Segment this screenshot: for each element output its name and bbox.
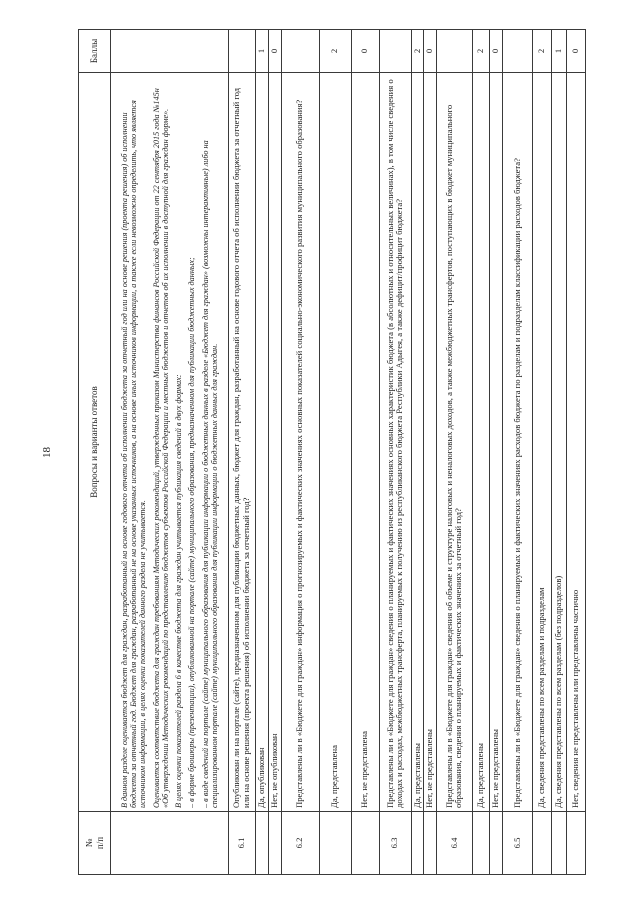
answer-row xyxy=(319,30,351,875)
score-value: 2 xyxy=(319,30,351,73)
answer-text: Да, представлены xyxy=(411,73,424,812)
score-value: 0 xyxy=(424,30,437,73)
page-number: 18 xyxy=(41,447,53,458)
question-text: Опубликован ли на портале (сайте), предназначенном для публикации бюджетных данных, бюджет для граждан, разработанный на основе годового отчета об исполнении бюджета за отчетный год или на основе решения (проекта решения) об исполнении бюджета за отчетный год? xyxy=(229,73,256,812)
score-value: 0 xyxy=(566,30,585,73)
answer-row xyxy=(489,30,502,875)
answer-row xyxy=(411,30,424,875)
answer-row xyxy=(472,30,489,875)
answer-row xyxy=(269,30,282,875)
question-text: Представлены ли в «Бюджете для граждан» сведения о планируемых и фактических значениях основных характеристик бюджета (в абсолютных и относительных величинах), в том числе сведения о доходах и расходах, межбюджетных трансферта, планируемых к получению из республиканского бюджета Республики Адыгея, а также дефицит/профицит бюджета? xyxy=(379,73,411,812)
intro-number-cell xyxy=(111,812,229,875)
header-number-symbol: № xyxy=(84,838,95,848)
intro-text-cell xyxy=(111,73,229,812)
question-row xyxy=(502,30,532,875)
score-value: 2 xyxy=(411,30,424,73)
question-text: Представлены ли в «Бюджете для граждан» информация о прогнозируемых и фактических значениях основных показателей социально-экономического развития муниципального образования? xyxy=(281,73,319,812)
item-number-empty xyxy=(566,812,585,875)
header-number-cell xyxy=(79,812,111,875)
item-number: 6.4 xyxy=(436,812,472,875)
intro-score-cell xyxy=(111,30,229,73)
answer-text: Да, сведения представлены по всем разделам (без подразделов) xyxy=(551,73,566,812)
answer-text: Да, представлена xyxy=(319,73,351,812)
score-value: 1 xyxy=(551,30,566,73)
question-row xyxy=(436,30,472,875)
header-question-cell: Вопросы и варианты ответов xyxy=(79,73,111,812)
score-value: 2 xyxy=(472,30,489,73)
question-row xyxy=(229,30,256,875)
answer-text: Нет, не представлена xyxy=(351,73,379,812)
score-value: 0 xyxy=(269,30,282,73)
item-number-empty xyxy=(424,812,437,875)
answer-text: Нет, не представлены xyxy=(489,73,502,812)
score-value: 0 xyxy=(351,30,379,73)
item-number: 6.2 xyxy=(281,812,319,875)
item-number: 6.1 xyxy=(229,812,256,875)
item-number-empty xyxy=(351,812,379,875)
intro-row xyxy=(111,30,229,875)
header-number-abbrev: п/п xyxy=(94,836,105,850)
intro-paragraph: В данном разделе оценивается бюджет для граждан, разработанный на основе годового отчета об исполнении бюджета за отчетный год или на основе решения (проекта решения) об исполнении бюджета за отчетный год. Бюджет для граждан, разработанный не на основе указанных источников, а на основе иных источников информации, а также если невозможно определить, что является источником информации, в целях оценки показателей данного раздела не учитывается. xyxy=(119,100,148,808)
item-number-empty xyxy=(269,812,282,875)
item-number-empty xyxy=(472,812,489,875)
answer-row xyxy=(256,30,269,875)
item-number-empty xyxy=(532,812,551,875)
item-number: 6.3 xyxy=(379,812,411,875)
item-number-empty xyxy=(411,812,424,875)
item-number-empty xyxy=(319,812,351,875)
score-value: 1 xyxy=(256,30,269,73)
answer-text: Да, сведения представлены по всем разделам и подразделам xyxy=(532,73,551,812)
answer-text: Да, опубликован xyxy=(256,73,269,812)
score-cell-empty xyxy=(502,30,532,73)
table-header-row xyxy=(79,30,111,875)
intro-paragraph: В целях оценки показателей раздела 6 в качестве бюджета для граждан учитывается публикация сведений в двух формах: xyxy=(174,374,184,808)
header-score-cell: Баллы xyxy=(79,30,111,73)
criteria-table xyxy=(78,29,586,875)
answer-row xyxy=(532,30,551,875)
answer-row xyxy=(424,30,437,875)
intro-paragraph: Оценивается соответствие бюджета для граждан требованиям Методических рекомендаций, утвержденных приказом Министерства финансов Российской Федерации от 22 сентября 2015 года №145н «Об утверждении Методических рекомендаций по представлению бюджетов субъектов Российской Федерации и местных бюджетов и отчетов об их исполнении в доступной для граждан форме». xyxy=(151,88,170,808)
answer-text: Да, представлены xyxy=(472,73,489,812)
score-cell-empty xyxy=(436,30,472,73)
intro-paragraph: – в виде сведений на портале (сайте) муниципального образования для публикации информации о бюджетных данных в разделе «Бюджет для граждан» (возможны интерактивные) либо на специализированном портале (сайте) муниципального образования для публикации информации о бюджетных данных для граждан. xyxy=(200,140,219,808)
score-cell-empty xyxy=(229,30,256,73)
item-number-empty xyxy=(256,812,269,875)
answer-text: Нет, не опубликован xyxy=(269,73,282,812)
intro-paragraph: – в форме брошюры (презентации), опубликованной на портале (сайте) муниципального образования, предназначенном для публикации бюджетных данных; xyxy=(187,257,197,808)
item-number-empty xyxy=(551,812,566,875)
question-row xyxy=(281,30,319,875)
score-value: 2 xyxy=(532,30,551,73)
score-cell-empty xyxy=(281,30,319,73)
answer-text: Нет, не представлены xyxy=(424,73,437,812)
question-row xyxy=(379,30,411,875)
answer-text: Нет, сведения не представлены или представлены частично xyxy=(566,73,585,812)
item-number-empty xyxy=(489,812,502,875)
score-cell-empty xyxy=(379,30,411,73)
answer-row xyxy=(566,30,585,875)
item-number: 6.5 xyxy=(502,812,532,875)
question-text: Представлены ли в «Бюджете для граждан» сведения об объеме и структуре налоговых и неналоговых доходов, а также межбюджетных трансфертов, поступающих в бюджет муниципального образования, сведения о планируемых и фактических значениях за отчетный год? xyxy=(436,73,472,812)
answer-row xyxy=(351,30,379,875)
score-value: 0 xyxy=(489,30,502,73)
answer-row xyxy=(551,30,566,875)
question-text: Представлены ли в «Бюджете для граждан» сведения о планируемых и фактических значениях расходов бюджета по разделам и подразделам классификации расходов бюджета? xyxy=(502,73,532,812)
